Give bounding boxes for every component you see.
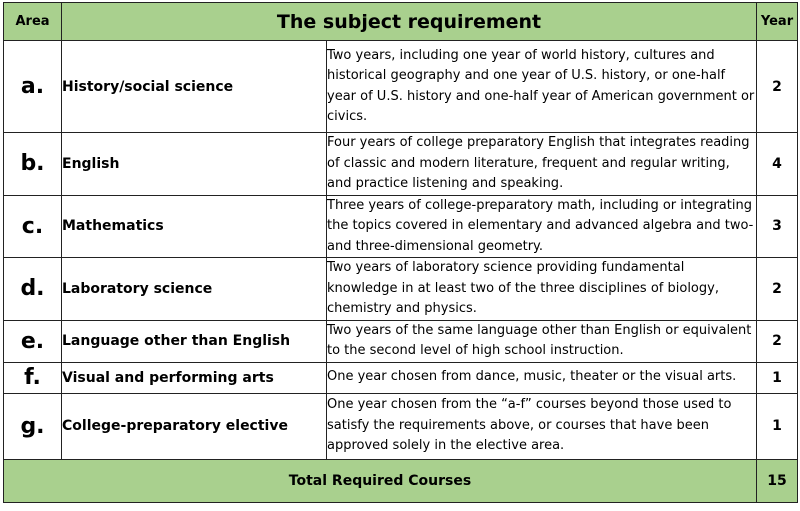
total-row	[4, 459, 798, 502]
subject-description: Two years, including one year of world history, cultures and historical geography and one year of U.S. history, or one-half year of U.S. history and one-half year of American government or civics.	[327, 41, 757, 133]
subject-description: Three years of college-preparatory math, including or integrating the topics covered in elementary and advanced algebra and two- and three-dimensional geometry.	[327, 195, 757, 258]
subject-name: English	[62, 133, 327, 196]
area-letter: g.	[4, 393, 62, 459]
table-row	[4, 320, 798, 362]
table-row	[4, 362, 798, 393]
subject-name: Mathematics	[62, 195, 327, 258]
subject-description: Four years of college preparatory English that integrates reading of classic and modern literature, frequent and regular writing, and practice listening and speaking.	[327, 133, 757, 196]
area-letter: e.	[4, 320, 62, 362]
subject-description: One year chosen from dance, music, theater or the visual arts.	[327, 362, 757, 393]
area-letter: f.	[4, 362, 62, 393]
total-years: 15	[757, 459, 798, 502]
table-row	[4, 258, 798, 321]
subject-name: History/social science	[62, 41, 327, 133]
year-count: 4	[757, 133, 798, 196]
subject-description: One year chosen from the “a-f” courses beyond those used to satisfy the requirements above, or courses that have been approved solely in the elective area.	[327, 393, 757, 459]
year-count: 1	[757, 362, 798, 393]
table-row	[4, 133, 798, 196]
area-letter: c.	[4, 195, 62, 258]
subject-name: Laboratory science	[62, 258, 327, 321]
subject-column-header: The subject requirement	[62, 3, 757, 41]
area-column-header: Area	[4, 3, 62, 41]
area-letter: d.	[4, 258, 62, 321]
subject-name: Visual and performing arts	[62, 362, 327, 393]
year-count: 2	[757, 41, 798, 133]
total-label: Total Required Courses	[4, 459, 757, 502]
subject-name: College-preparatory elective	[62, 393, 327, 459]
subject-name: Language other than English	[62, 320, 327, 362]
table-row	[4, 195, 798, 258]
area-letter: a.	[4, 41, 62, 133]
subject-requirements-table	[3, 2, 798, 503]
area-letter: b.	[4, 133, 62, 196]
year-count: 2	[757, 258, 798, 321]
table-row	[4, 393, 798, 459]
year-count: 2	[757, 320, 798, 362]
subject-description: Two years of laboratory science providing fundamental knowledge in at least two of the three disciplines of biology, chemistry and physics.	[327, 258, 757, 321]
header-row	[4, 3, 798, 41]
table-row	[4, 41, 798, 133]
year-column-header: Year	[757, 3, 798, 41]
year-count: 3	[757, 195, 798, 258]
year-count: 1	[757, 393, 798, 459]
subject-description: Two years of the same language other than English or equivalent to the second level of high school instruction.	[327, 320, 757, 362]
